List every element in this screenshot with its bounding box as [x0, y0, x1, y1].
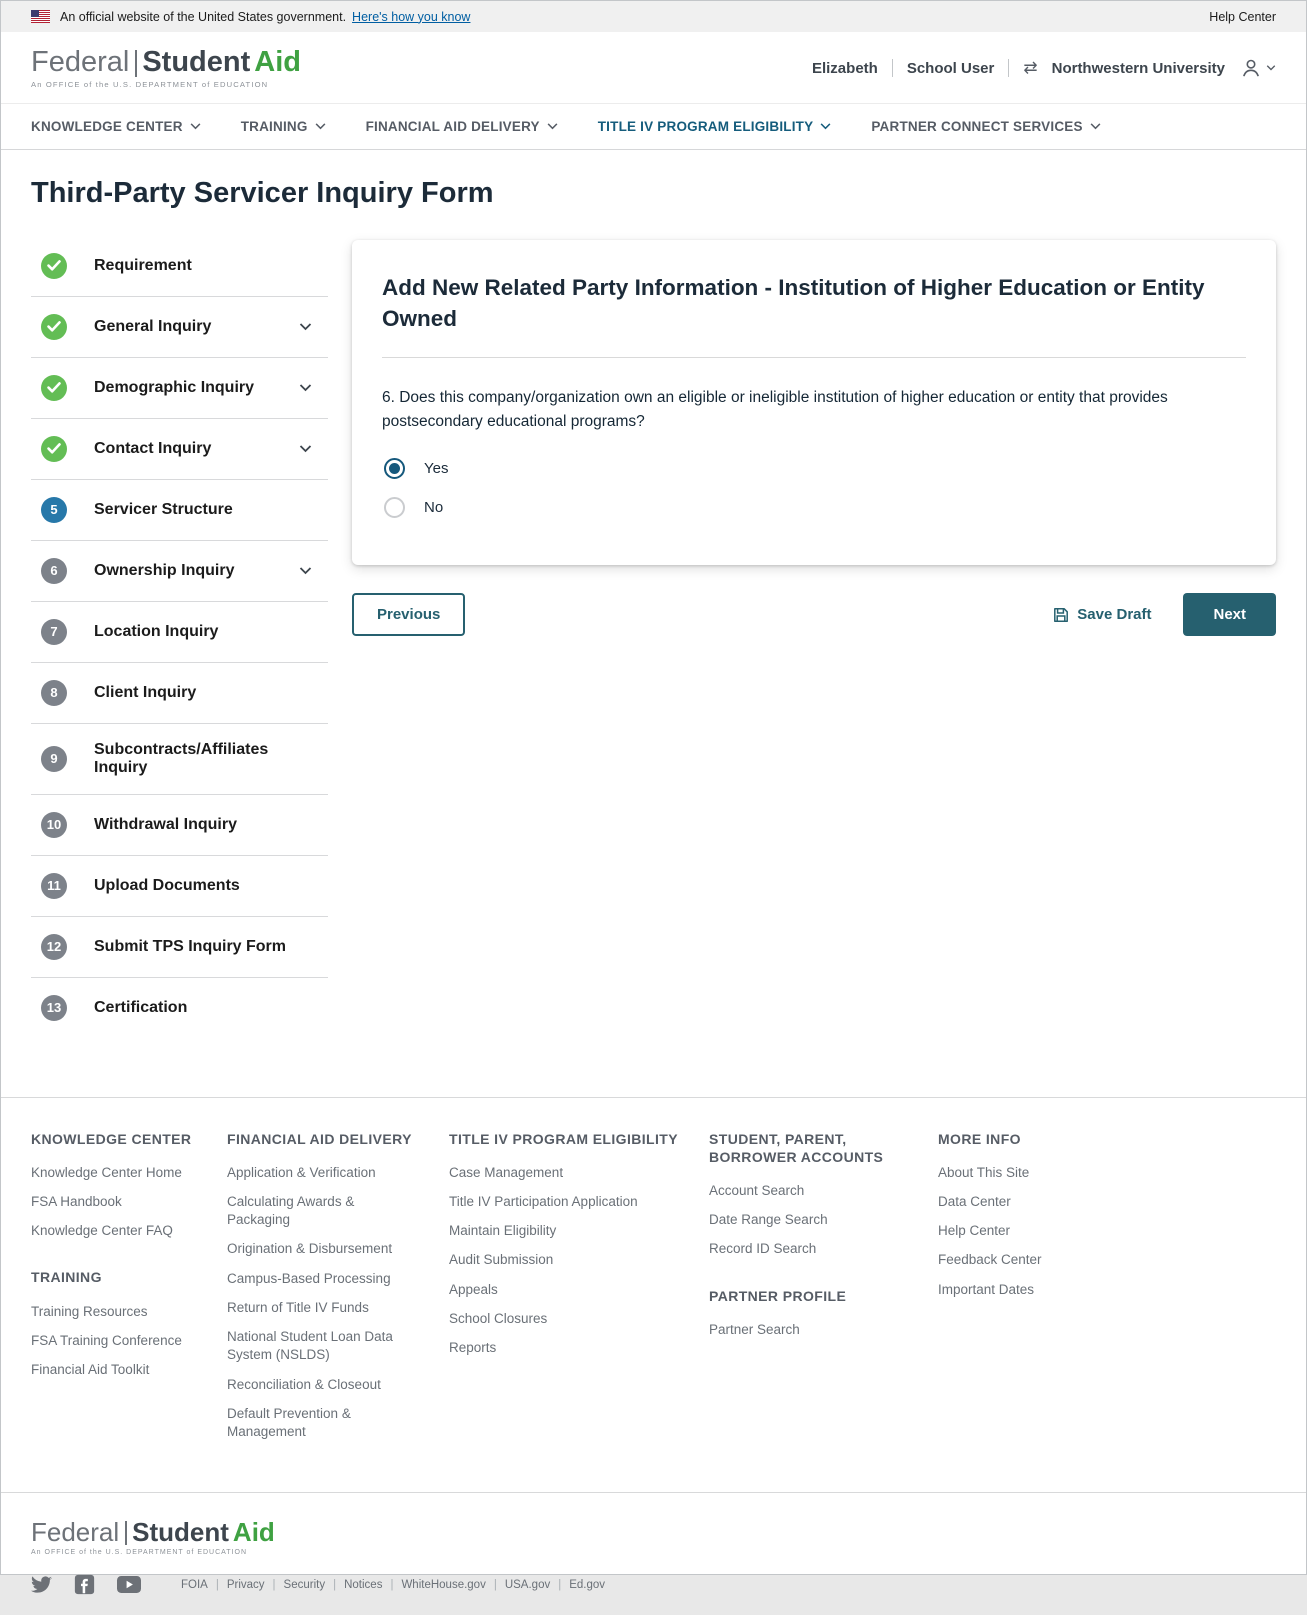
footer-link[interactable]: Calculating Awards & Packaging: [227, 1194, 355, 1228]
government-banner: [1, 1, 1306, 32]
account-menu-button[interactable]: [1239, 56, 1276, 80]
save-draft-button[interactable]: [1053, 606, 1151, 623]
switch-organization-icon[interactable]: ⇄: [1023, 58, 1038, 78]
next-button[interactable]: Next: [1183, 593, 1276, 636]
footer-link[interactable]: Account Search: [709, 1182, 805, 1198]
step-label: Certification: [94, 998, 188, 1016]
footer-link[interactable]: Knowledge Center Home: [31, 1164, 182, 1180]
radio-label: No: [424, 499, 444, 517]
step-label: Location Inquiry: [94, 622, 219, 640]
social-row: [31, 1574, 1276, 1595]
separator: [1008, 59, 1009, 77]
form-actions: [352, 593, 1276, 636]
footer-link[interactable]: Campus-Based Processing: [227, 1270, 391, 1286]
legal-link[interactable]: | Privacy: [208, 1579, 265, 1591]
chevron-down-icon: [299, 567, 312, 575]
separator: [892, 59, 893, 77]
step-certification[interactable]: [31, 977, 328, 1038]
footer-link[interactable]: Title IV Participation Application: [449, 1194, 638, 1209]
footer-link[interactable]: Training Resources: [31, 1303, 148, 1319]
legal-link[interactable]: | USA.gov: [486, 1579, 550, 1591]
radio-unselected-icon[interactable]: [384, 497, 405, 518]
step-number-badge: 9: [41, 746, 67, 772]
chevron-down-icon: [547, 123, 558, 130]
footer-link[interactable]: Default Prevention & Management: [227, 1405, 351, 1439]
nav-label: KNOWLEDGE CENTER: [31, 118, 183, 134]
question-text: 6. Does this company/organization own an eligible or ineligible institution of higher education or entity that provides postsecondary educational programs?: [382, 388, 1168, 431]
legal-link[interactable]: | WhiteHouse.gov: [382, 1579, 485, 1591]
nav-training[interactable]: [241, 119, 326, 134]
facebook-icon[interactable]: [74, 1574, 95, 1595]
footer-heading: FINANCIAL AID DELIVERY: [227, 1130, 412, 1147]
radio-label: Yes: [424, 460, 449, 478]
footer-link[interactable]: Maintain Eligibility: [449, 1223, 557, 1239]
site-footer-links: [1, 1097, 1306, 1493]
step-location-inquiry[interactable]: [31, 601, 328, 662]
footer-link[interactable]: Feedback Center: [938, 1252, 1042, 1268]
previous-button[interactable]: Previous: [352, 593, 465, 636]
chevron-down-icon: [1266, 65, 1276, 71]
radio-option-no[interactable]: [382, 488, 1246, 527]
step-servicer-structure[interactable]: [31, 479, 328, 540]
organization-name: Northwestern University: [1051, 59, 1225, 77]
nav-label: FINANCIAL AID DELIVERY: [365, 118, 540, 134]
page-title: Third-Party Servicer Inquiry Form: [31, 176, 494, 209]
footer-link[interactable]: FSA Handbook: [31, 1194, 122, 1209]
footer-heading: MORE INFO: [938, 1130, 1021, 1147]
chevron-down-icon: [299, 384, 312, 392]
how-you-know-link[interactable]: Here's how you know: [352, 9, 471, 24]
bottom-footer: [1, 1492, 1306, 1615]
footer-heading: TITLE IV PROGRAM ELIGIBILITY: [449, 1130, 678, 1147]
step-number-badge: 5: [41, 497, 67, 523]
footer-heading: PARTNER PROFILE: [709, 1287, 847, 1304]
logo-tagline: An OFFICE of the U.S. DEPARTMENT of EDUCATION: [31, 1549, 248, 1557]
step-demographic-inquiry[interactable]: [31, 357, 328, 418]
step-number-badge: 13: [41, 995, 67, 1021]
footer-heading: KNOWLEDGE CENTER: [31, 1130, 192, 1147]
step-label: Demographic Inquiry: [94, 378, 255, 396]
nav-title-iv-program-eligibility[interactable]: [598, 119, 832, 134]
step-withdrawal-inquiry[interactable]: [31, 794, 328, 855]
official-website-text: An official website of the United States government.: [60, 9, 347, 24]
logo-word-aid: Aid: [232, 1517, 275, 1548]
step-label: Ownership Inquiry: [94, 561, 235, 579]
step-number-badge: 7: [41, 619, 67, 645]
footer-link[interactable]: Knowledge Center FAQ: [31, 1223, 173, 1239]
user-role: School User: [906, 59, 995, 77]
footer-link[interactable]: Reconciliation & Closeout: [227, 1376, 381, 1392]
step-label: Subcontracts/Affiliates Inquiry: [94, 740, 269, 776]
step-upload-documents[interactable]: [31, 855, 328, 916]
chevron-down-icon: [820, 123, 831, 130]
footer-link[interactable]: Application & Verification: [227, 1164, 376, 1180]
check-icon: [41, 253, 67, 279]
logo-divider: [125, 1521, 127, 1545]
footer-link[interactable]: Case Management: [449, 1164, 564, 1180]
step-label: Requirement: [94, 256, 192, 274]
logo-word-student: Student: [142, 46, 251, 78]
legal-link[interactable]: FOIA: [181, 1578, 208, 1591]
step-number-badge: 11: [41, 873, 67, 899]
legal-link[interactable]: | Ed.gov: [550, 1579, 605, 1591]
fsa-logo-footer[interactable]: [31, 1519, 1276, 1556]
legal-links: [181, 1579, 605, 1591]
nav-label: TRAINING: [240, 118, 308, 134]
main-navigation: [1, 103, 1306, 150]
form-card: [352, 240, 1276, 566]
twitter-icon[interactable]: [31, 1576, 52, 1594]
form-column: [352, 240, 1276, 637]
footer-link[interactable]: About This Site: [938, 1164, 1030, 1180]
user-area: [812, 56, 1276, 80]
radio-selected-icon[interactable]: [384, 458, 405, 479]
footer-link[interactable]: Record ID Search: [709, 1241, 817, 1257]
check-icon: [41, 314, 67, 340]
step-requirement[interactable]: [31, 236, 328, 296]
step-number-badge: 6: [41, 558, 67, 584]
step-label: Client Inquiry: [94, 683, 197, 701]
card-title: Add New Related Party Information - Institution of Higher Education or Entity Owned: [382, 274, 1205, 332]
save-draft-label: Save Draft: [1077, 606, 1152, 624]
legal-link[interactable]: | Security: [265, 1579, 326, 1591]
help-center-link[interactable]: Help Center: [1209, 9, 1276, 24]
site-header: [1, 32, 1306, 103]
footer-link[interactable]: Partner Search: [709, 1321, 800, 1337]
footer-column-knowledge-center: [31, 1130, 227, 1453]
step-label: Withdrawal Inquiry: [94, 815, 237, 833]
card-divider: [382, 357, 1246, 358]
save-icon: [1053, 607, 1069, 623]
logo-word-federal: Federal: [31, 1517, 120, 1548]
step-general-inquiry[interactable]: [31, 296, 328, 357]
chevron-down-icon: [315, 123, 326, 130]
step-number-badge: 8: [41, 680, 67, 706]
step-number-badge: 10: [41, 812, 67, 838]
footer-heading: TRAINING: [31, 1269, 102, 1286]
person-icon: [1239, 56, 1263, 80]
logo-word-aid: Aid: [254, 46, 301, 78]
chevron-down-icon: [1090, 123, 1101, 130]
youtube-icon[interactable]: [117, 1575, 141, 1594]
chevron-down-icon: [299, 445, 312, 453]
footer-link[interactable]: Return of Title IV Funds: [227, 1299, 369, 1315]
legal-link[interactable]: | Notices: [325, 1579, 382, 1591]
step-label: Submit TPS Inquiry Form: [94, 937, 287, 955]
logo-word-federal: Federal: [31, 46, 130, 78]
nav-label: PARTNER CONNECT SERVICES: [871, 118, 1083, 134]
us-flag-icon: [31, 10, 50, 23]
footer-link[interactable]: Important Dates: [938, 1281, 1035, 1297]
form-steps-sidebar: [31, 236, 328, 1038]
footer-link[interactable]: School Closures: [449, 1310, 548, 1326]
footer-column-more-info: [938, 1130, 1276, 1453]
footer-link[interactable]: Reports: [449, 1340, 497, 1356]
step-submit-tps-inquiry-form[interactable]: [31, 916, 328, 977]
footer-column-title-iv-program-eligibility: [449, 1130, 709, 1453]
footer-column-financial-aid-delivery: [227, 1130, 449, 1453]
step-label: General Inquiry: [94, 317, 212, 335]
nav-financial-aid-delivery[interactable]: [366, 119, 558, 134]
fsa-logo[interactable]: [31, 48, 301, 89]
footer-heading: STUDENT, PARENT, BORROWER ACCOUNTS: [709, 1130, 884, 1165]
footer-column-student-parent-borrower: [709, 1130, 938, 1453]
chevron-down-icon: [190, 123, 201, 130]
footer-link[interactable]: FSA Training Conference: [31, 1332, 182, 1348]
check-icon: [41, 436, 67, 462]
step-client-inquiry[interactable]: [31, 662, 328, 723]
step-label: Upload Documents: [94, 876, 240, 894]
footer-link[interactable]: Data Center: [938, 1194, 1011, 1209]
footer-link[interactable]: Date Range Search: [709, 1212, 828, 1228]
radio-option-yes[interactable]: [382, 449, 1246, 488]
step-contact-inquiry[interactable]: [31, 418, 328, 479]
step-ownership-inquiry[interactable]: [31, 540, 328, 601]
footer-link[interactable]: Financial Aid Toolkit: [31, 1362, 150, 1378]
nav-partner-connect-services[interactable]: [871, 119, 1100, 134]
user-name: Elizabeth: [811, 59, 878, 77]
footer-link[interactable]: National Student Loan Data System (NSLDS): [227, 1329, 393, 1363]
check-icon: [41, 375, 67, 401]
footer-link[interactable]: Appeals: [449, 1281, 498, 1297]
step-label: Contact Inquiry: [94, 439, 212, 457]
main-region: [1, 150, 1306, 1097]
footer-link[interactable]: Origination & Disbursement: [227, 1241, 393, 1257]
logo-word-student: Student: [132, 1517, 229, 1548]
step-label: Servicer Structure: [94, 500, 233, 518]
nav-label: TITLE IV PROGRAM ELIGIBILITY: [597, 118, 814, 134]
logo-divider: [135, 50, 137, 77]
step-number-badge: 12: [41, 934, 67, 960]
step-subcontracts-affiliates-inquiry[interactable]: [31, 723, 328, 794]
footer-link[interactable]: Audit Submission: [449, 1252, 554, 1268]
footer-link[interactable]: Help Center: [938, 1223, 1011, 1239]
nav-knowledge-center[interactable]: [31, 119, 201, 134]
chevron-down-icon: [299, 323, 312, 331]
logo-tagline: An OFFICE of the U.S. DEPARTMENT of EDUCATION: [31, 80, 269, 89]
